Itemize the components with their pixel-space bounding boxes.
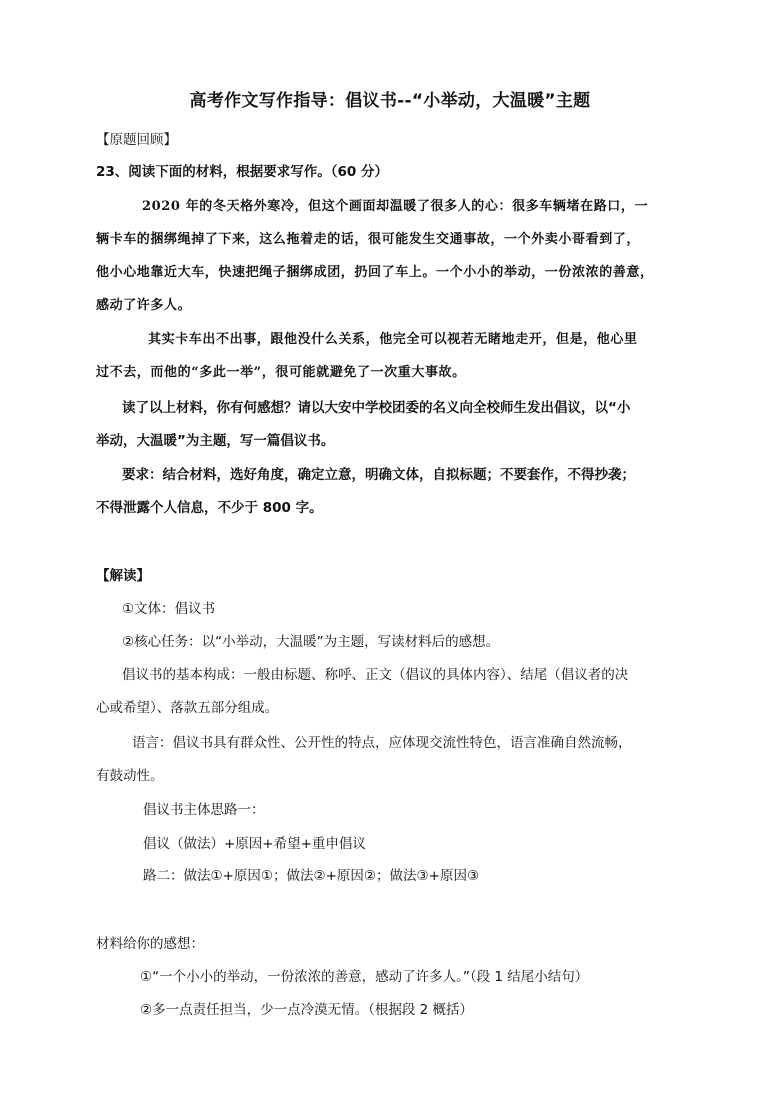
requirements-line-2: 不得泄露个人信息，不少于 800 字。	[96, 500, 323, 516]
material-p1-line-3: 他小心地靠近大车，快速把绳子捆绑成团，扔回了车上。一个小小的举动，一份浓浓的善意，	[96, 265, 654, 280]
idea2-formula: 路二：做法①+原因①；做法②+原因②；做法③+原因③	[143, 868, 480, 884]
language-line-2: 有鼓动性。	[96, 768, 164, 784]
material-p1-line-2: 辆卡车的捆绑绳掉了下来，这么拖着走的话，很可能发生交通事故，一个外卖小哥看到了，	[96, 232, 641, 247]
analysis-genre: ①文体：倡议书	[122, 601, 216, 617]
original-heading: 【原题回顾】	[96, 132, 177, 148]
material-p1-line-1: 2020 年的冬天格外寒冷，但这个画面却温暖了很多人的心：很多车辆堵在路口，一	[142, 199, 649, 214]
material-p2-line-1: 其实卡车出不出事，跟他没什么关系，他完全可以视若无睹地走开，但是，他心里	[148, 332, 638, 347]
structure-line-1: 倡议书的基本构成：一般由标题、称呼、正文（倡议的具体内容）、结尾（倡议者的决	[122, 667, 629, 683]
idea1-formula: 倡议（做法）+原因+希望+重申倡议	[143, 836, 366, 852]
prompt-line-2: 举动，大温暖”为主题，写一篇倡议书。	[96, 433, 335, 449]
material-p1-line-4: 感动了许多人。	[96, 298, 192, 313]
language-line-1: 语言：倡议书具有群众性、公开性的特点，应体现交流性特色，语言准确自然流畅，	[132, 735, 632, 751]
question-line: 23、阅读下面的材料，根据要求写作。（60 分）	[96, 164, 389, 180]
feelings-item-2: ②多一点责任担当，少一点冷漠无情。（根据段 2 概括）	[140, 1002, 474, 1018]
analysis-task: ②核心任务：以“小举动，大温暖”为主题，写读材料后的感想。	[122, 634, 500, 650]
material-p2-line-2: 过不去，而他的“多此一举”，很可能就避免了一次重大事故。	[96, 365, 466, 380]
requirements-line-1: 要求：结合材料，选好角度，确定立意，明确文体，自拟标题；不要套作，不得抄袭；	[122, 467, 635, 483]
idea1-label: 倡议书主体思路一：	[143, 802, 265, 818]
feelings-heading: 材料给你的感想：	[96, 936, 204, 952]
structure-line-2: 心或希望）、落款五部分组成。	[96, 700, 279, 716]
feelings-item-1: ①“一个小小的举动，一份浓浓的善意，感动了许多人。”（段 1 结尾小结句）	[140, 969, 589, 985]
prompt-line-1: 读了以上材料，你有何感想？请以大安中学校团委的名义向全校师生发出倡议，以“小	[122, 400, 631, 416]
document-title: 高考作文写作指导：倡议书--“小举动，大温暖”主题	[189, 91, 591, 111]
analysis-heading: 【解读】	[96, 568, 150, 584]
